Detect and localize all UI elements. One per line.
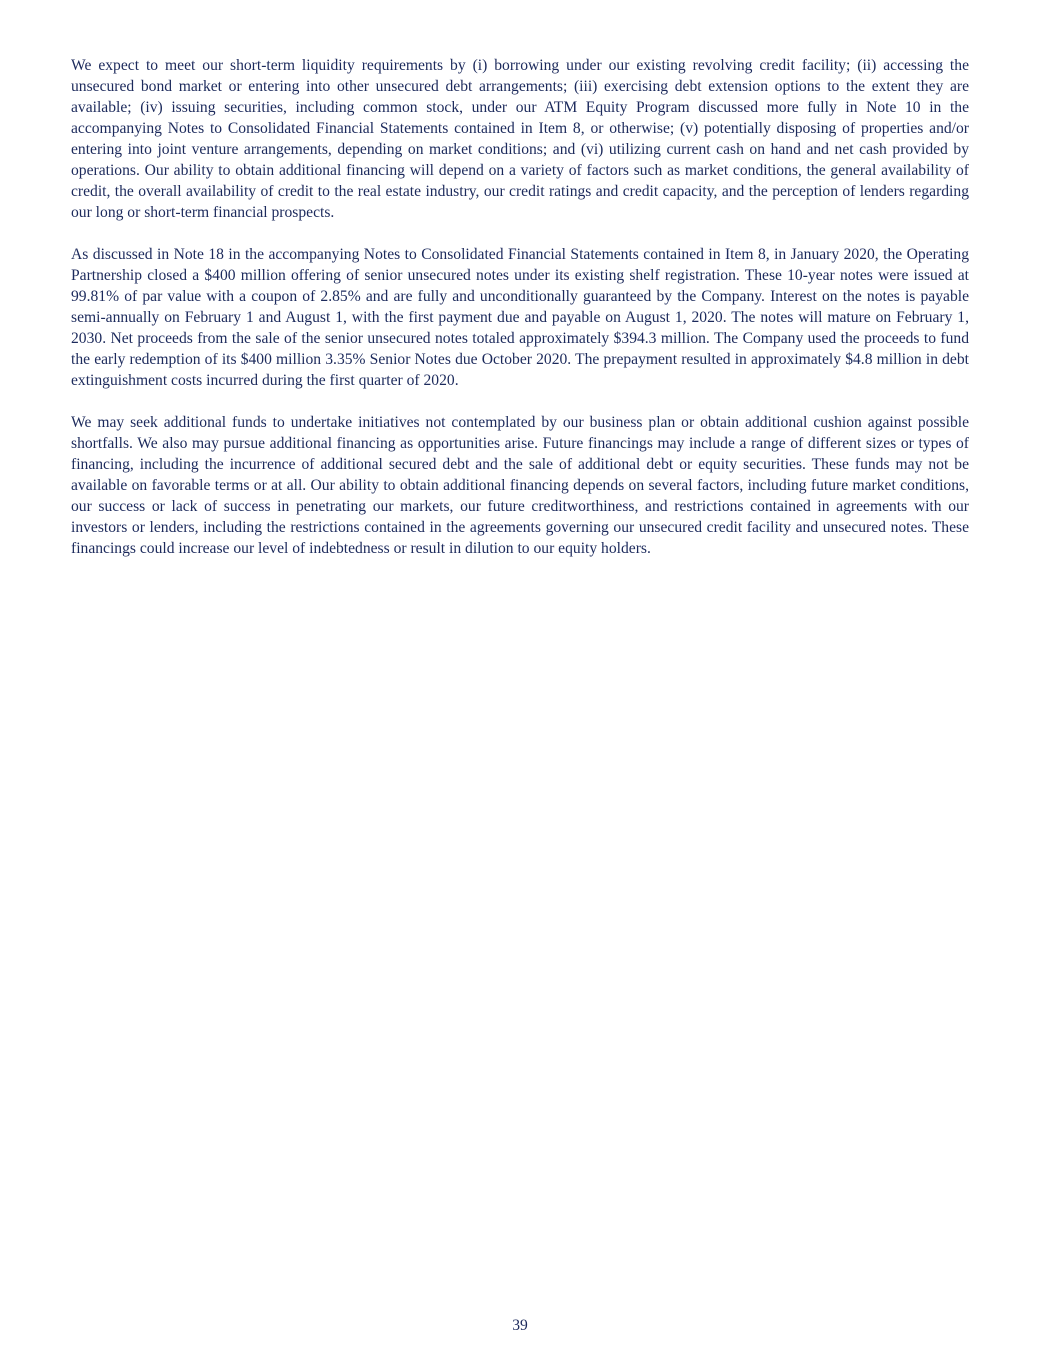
- paragraph-senior-notes-offering: As discussed in Note 18 in the accompanying Notes to Consolidated Financial Statements contained in Item 8, in January 2020, the Operating Partnership closed a $400 million offering of senior unsecured notes under its existing shelf registration. These 10-year notes were issued at 99.81% of par value with a coupon of 2.85% and are fully and unconditionally guaranteed by the Company. Interest on the notes is payable semi-annually on February 1 and August 1, with the first payment due and payable on August 1, 2020. The notes will mature on February 1, 2030. Net proceeds from the sale of the senior unsecured notes totaled approximately $394.3 million. The Company used the proceeds to fund the early redemption of its $400 million 3.35% Senior Notes due October 2020. The prepayment resulted in approximately $4.8 million in debt extinguishment costs incurred during the first quarter of 2020.: [71, 246, 969, 389]
- document-body: [71, 55, 969, 580]
- paragraph-additional-financing: We may seek additional funds to undertake initiatives not contemplated by our business plan or obtain additional cushion against possible shortfalls. We also may pursue additional financing as opportunities arise. Future financings may include a range of different sizes or types of financing, including the incurrence of additional secured debt and the sale of additional debt or equity securities. These funds may not be available on favorable terms or at all. Our ability to obtain additional financing depends on several factors, including future market conditions, our success or lack of success in penetrating our markets, our future creditworthiness, and restrictions contained in agreements with our investors or lenders, including the restrictions contained in the agreements governing our unsecured credit facility and unsecured notes. These financings could increase our level of indebtedness or result in dilution to our equity holders.: [71, 414, 969, 557]
- paragraph-liquidity-requirements: We expect to meet our short-term liquidity requirements by (i) borrowing under our existing revolving credit facility; (ii) accessing the unsecured bond market or entering into other unsecured debt arrangements; (iii) exercising debt extension options to the extent they are available; (iv) issuing securities, including common stock, under our ATM Equity Program discussed more fully in Note 10 in the accompanying Notes to Consolidated Financial Statements contained in Item 8, or otherwise; (v) potentially disposing of properties and/or entering into joint venture arrangements, depending on market conditions; and (vi) utilizing current cash on hand and net cash provided by operations. Our ability to obtain additional financing will depend on a variety of factors such as market conditions, the general availability of credit, the overall availability of credit to the real estate industry, our credit ratings and credit capacity, and the perception of lenders regarding our long or short-term financial prospects.: [71, 57, 969, 221]
- page-number: 39: [512, 1317, 528, 1334]
